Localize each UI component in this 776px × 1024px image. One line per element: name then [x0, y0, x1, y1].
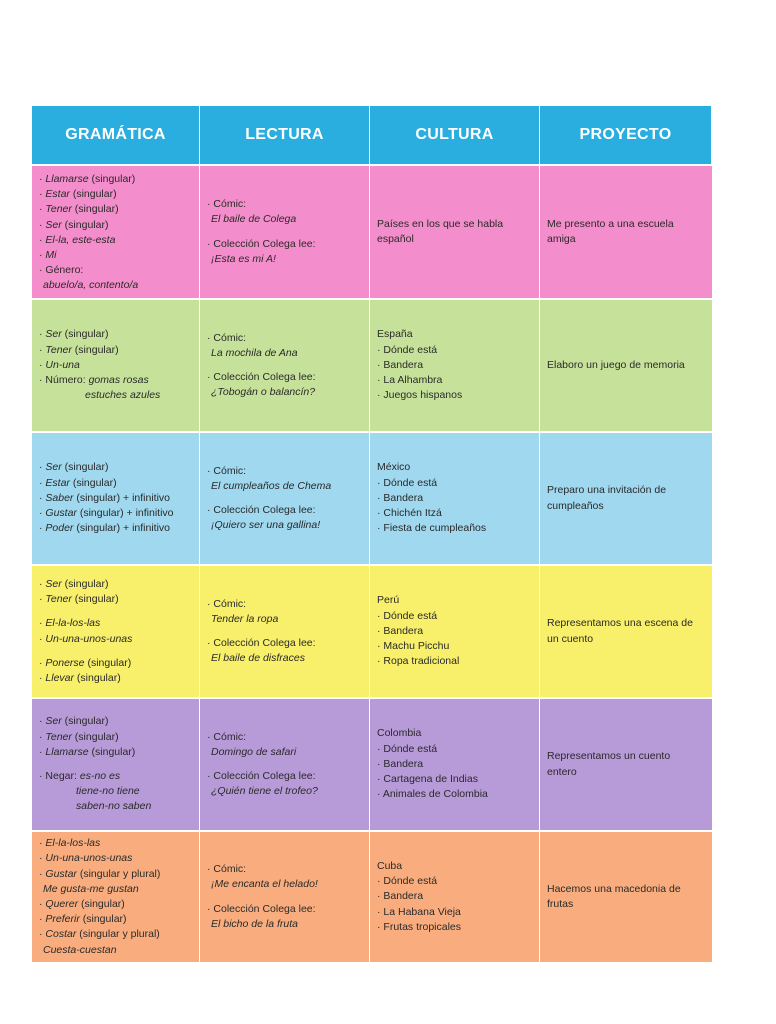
curriculum-table [32, 106, 712, 962]
project-text: Representamos una escena de un cuento [547, 617, 693, 645]
grammar-item: · Ser [39, 715, 62, 728]
grammar-item: · Negar: [39, 770, 80, 782]
comic-title: ¡Me encanta el helado! [211, 878, 318, 891]
coleccion-label: · Colección Colega lee: [207, 637, 316, 649]
comic-title: Tender la ropa [211, 612, 279, 625]
comic-label: · Cómic: [207, 331, 247, 344]
grammar-item: · Costar [39, 928, 77, 941]
culture-item: · La Alhambra [377, 374, 443, 387]
grammar-item: · Querer [39, 898, 79, 910]
culture-item: · Cartagena de Indias [377, 773, 478, 786]
row2-proyecto-cell [540, 298, 712, 431]
coleccion-title: ¡Esta es mi A! [211, 252, 276, 265]
culture-item: · Dónde está [377, 609, 438, 622]
coleccion-title: ¡Quiero ser una gallina! [211, 519, 321, 532]
project-text: Me presento a una escuela amiga [547, 217, 674, 245]
grammar-item: · Poder [39, 522, 74, 535]
comic-title: El cumpleaños de Chema [211, 479, 332, 492]
row1-lectura-cell [200, 164, 370, 298]
grammar-note: (singular) + infinitivo [76, 507, 174, 520]
grammar-note: (singular y plural) [76, 867, 161, 880]
country-name: México [377, 461, 411, 474]
grammar-note: (singular) [71, 730, 119, 743]
row5-gramatica-cell [32, 697, 200, 830]
grammar-example: saben-no saben [76, 800, 152, 813]
row5-proyecto-cell [540, 697, 712, 830]
row3-cultura-cell [370, 431, 540, 564]
culture-item: · Chichén Itzá [377, 507, 442, 520]
comic-label: · Cómic: [207, 730, 247, 743]
coleccion-title: El bicho de la fruta [211, 917, 298, 930]
grammar-note: (singular) [84, 656, 132, 669]
culture-text: Países en los que se habla español [377, 217, 504, 245]
project-text: Elaboro un juego de memoria [547, 358, 685, 371]
row6-proyecto-cell [540, 830, 712, 962]
culture-item: · Dónde está [377, 742, 438, 755]
grammar-item: · Estar [39, 188, 70, 201]
row6-cultura-cell [370, 830, 540, 962]
grammar-item: · Un-una-unos-unas [39, 852, 133, 865]
row3-gramatica-cell [32, 431, 200, 564]
country-name: Cuba [377, 859, 403, 872]
comic-title: Domingo de safari [211, 745, 297, 758]
comic-title: El baile de Colega [211, 213, 297, 226]
grammar-item: · Ponerse [39, 656, 85, 669]
grammar-item: · Ser [39, 328, 62, 341]
row1-proyecto-cell [540, 164, 712, 298]
grammar-note: (singular) [61, 715, 109, 728]
culture-item: · Ropa tradicional [377, 655, 460, 668]
grammar-item: · Número: [39, 374, 89, 387]
grammar-item: · Gustar [39, 867, 77, 880]
row3-lectura-cell [200, 431, 370, 564]
grammar-item: · Tener [39, 730, 72, 743]
comic-label: · Cómic: [207, 464, 247, 477]
grammar-note: (singular) [69, 188, 117, 201]
row2-lectura-cell [200, 298, 370, 431]
grammar-example: tiene-no tiene [76, 785, 140, 798]
project-text: Representamos un cuento entero [547, 750, 671, 778]
culture-item: · Bandera [377, 757, 424, 770]
culture-item: · Dónde está [377, 343, 438, 356]
grammar-example: Me gusta-me gustan [43, 882, 139, 895]
grammar-item: · El-la-los-las [39, 617, 101, 630]
grammar-item: · Un-una-unos-unas [39, 632, 133, 645]
grammar-example: gomas rosas [88, 374, 149, 387]
country-name: Perú [377, 594, 400, 607]
grammar-note: (singular) [61, 577, 109, 590]
row4-lectura-cell [200, 564, 370, 697]
comic-label: · Cómic: [207, 863, 247, 876]
grammar-item: · Ser [39, 461, 62, 474]
grammar-item: · Saber [39, 491, 74, 504]
row4-gramatica-cell [32, 564, 200, 697]
grammar-item: · Llamarse [39, 173, 89, 185]
row2-cultura-cell [370, 298, 540, 431]
coleccion-title: El baile de disfraces [211, 652, 305, 665]
grammar-note: (singular) [71, 203, 119, 216]
row5-cultura-cell [370, 697, 540, 830]
culture-item: · Frutas tropicales [377, 920, 462, 933]
grammar-item: · Llevar [39, 671, 75, 684]
grammar-note: (singular) [61, 328, 109, 341]
grammar-item: · Tener [39, 343, 72, 356]
row2-gramatica-cell [32, 298, 200, 431]
grammar-item: · Tener [39, 203, 72, 216]
grammar-example: es-no es [79, 770, 121, 782]
culture-item: · Bandera [377, 890, 424, 903]
grammar-note: (singular) [61, 218, 109, 231]
grammar-item: · Tener [39, 593, 72, 606]
country-name: Colombia [377, 727, 422, 740]
project-text: Hacemos una macedonia de frutas [547, 882, 681, 910]
culture-item: · Fiesta de cumpleaños [377, 522, 487, 535]
grammar-item: · El-la, este-esta [39, 233, 116, 246]
grammar-item: · Llamarse [39, 745, 89, 758]
header-gramatica: GRAMÁTICA [32, 106, 200, 164]
culture-item: · Bandera [377, 358, 424, 371]
culture-item: · Animales de Colombia [377, 788, 488, 801]
grammar-example: estuches azules [85, 389, 161, 402]
grammar-item: · Ser [39, 218, 62, 231]
coleccion-label: · Colección Colega lee: [207, 770, 316, 782]
grammar-note: (singular) [88, 745, 136, 758]
culture-item: · Bandera [377, 491, 424, 504]
coleccion-label: · Colección Colega lee: [207, 237, 316, 250]
grammar-note: (singular y plural) [76, 928, 160, 941]
coleccion-label: · Colección Colega lee: [207, 902, 316, 915]
grammar-item: · El-la-los-las [39, 837, 101, 850]
grammar-note: (singular) + infinitivo [73, 491, 171, 504]
row1-gramatica-cell [32, 164, 200, 298]
grammar-item: · Mi [39, 249, 57, 262]
grammar-item: · Género: [39, 264, 84, 277]
row6-lectura-cell [200, 830, 370, 962]
comic-label: · Cómic: [207, 198, 247, 211]
culture-item: · Juegos hispanos [377, 389, 463, 402]
row3-proyecto-cell [540, 431, 712, 564]
grammar-note: (singular) + infinitivo [73, 522, 171, 535]
culture-item: · Dónde está [377, 476, 438, 489]
coleccion-title: ¿Tobogán o balancín? [211, 386, 316, 399]
header-lectura: LECTURA [200, 106, 370, 164]
row1-cultura-cell [370, 164, 540, 298]
coleccion-label: · Colección Colega lee: [207, 504, 316, 516]
grammar-note: (singular) [88, 173, 136, 185]
country-name: España [377, 328, 413, 341]
header-cultura: CULTURA [370, 106, 540, 164]
grammar-example: Cuesta-cuestan [43, 943, 117, 956]
grammar-note: (singular) [71, 593, 119, 606]
grammar-note: (singular) [78, 898, 125, 910]
grammar-item: · Un-una [39, 358, 80, 371]
header-proyecto: PROYECTO [540, 106, 712, 164]
culture-item: · La Habana Vieja [377, 905, 461, 918]
grammar-item: · Ser [39, 577, 62, 590]
culture-item: · Dónde está [377, 875, 438, 888]
row4-cultura-cell [370, 564, 540, 697]
culture-item: · Bandera [377, 624, 424, 637]
grammar-note: (singular) [79, 913, 127, 926]
grammar-example: abuelo/a, contento/a [43, 279, 139, 292]
coleccion-label: · Colección Colega lee: [207, 371, 316, 383]
culture-item: · Machu Picchu [377, 640, 450, 653]
row6-gramatica-cell [32, 830, 200, 962]
row4-proyecto-cell [540, 564, 712, 697]
grammar-note: (singular) [69, 476, 117, 489]
grammar-note: (singular) [74, 671, 121, 684]
grammar-note: (singular) [71, 343, 119, 356]
coleccion-title: ¿Quién tiene el trofeo? [211, 785, 318, 798]
grammar-note: (singular) [61, 461, 109, 474]
comic-label: · Cómic: [207, 597, 247, 610]
grammar-item: · Preferir [39, 913, 80, 926]
grammar-item: · Gustar [39, 507, 77, 520]
row5-lectura-cell [200, 697, 370, 830]
project-text: Preparo una invitación de cumpleaños [547, 484, 667, 512]
grammar-item: · Estar [39, 476, 70, 489]
comic-title: La mochila de Ana [211, 346, 298, 359]
